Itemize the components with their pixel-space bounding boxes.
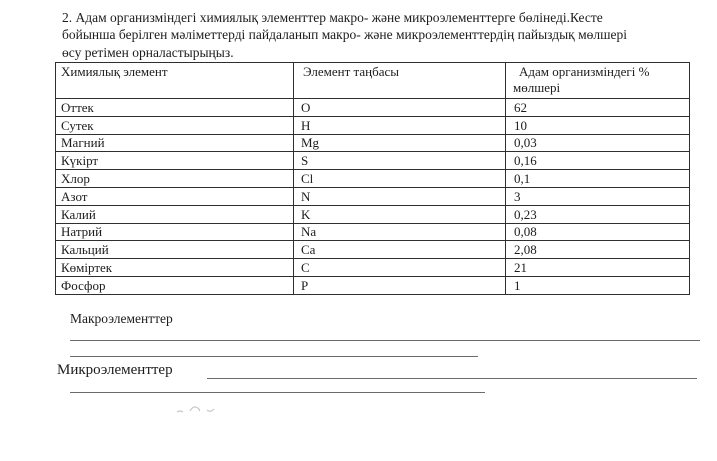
table-row bbox=[56, 187, 690, 205]
header-row bbox=[56, 63, 690, 99]
question-text bbox=[62, 9, 698, 61]
smudge-artifact bbox=[175, 404, 223, 418]
question-line-3: өсу ретімен орналастырыңыз. bbox=[62, 44, 234, 60]
col-header-percent: Адам организміндегі % мөлшері bbox=[506, 63, 690, 99]
element-percent-cell: 0,16 bbox=[506, 152, 690, 170]
table-row bbox=[56, 223, 690, 241]
element-symbol-cell: Na bbox=[294, 223, 506, 241]
table-row bbox=[56, 241, 690, 259]
element-name-cell: Хлор bbox=[56, 170, 294, 188]
element-name-cell: Калий bbox=[56, 205, 294, 223]
element-percent-cell: 0,08 bbox=[506, 223, 690, 241]
table-row bbox=[56, 205, 690, 223]
element-name-cell: Көміртек bbox=[56, 259, 294, 277]
elements-table-body bbox=[56, 99, 690, 295]
table-row bbox=[56, 116, 690, 134]
table-row bbox=[56, 170, 690, 188]
col-header-element: Химиялық элемент bbox=[56, 63, 294, 99]
element-percent-cell: 10 bbox=[506, 116, 690, 134]
element-name-cell: Азот bbox=[56, 187, 294, 205]
elements-table-header bbox=[56, 63, 690, 99]
element-percent-cell: 2,08 bbox=[506, 241, 690, 259]
element-symbol-cell: Ca bbox=[294, 241, 506, 259]
element-percent-cell: 0,03 bbox=[506, 134, 690, 152]
element-name-cell: Оттек bbox=[56, 99, 294, 117]
element-name-cell: Сутек bbox=[56, 116, 294, 134]
question-line-1: 2. Адам организміндегі химиялық элементтер макро- және микроэлементтерге бөлінеді.Кесте bbox=[62, 10, 603, 25]
element-symbol-cell: H bbox=[294, 116, 506, 134]
table-row bbox=[56, 276, 690, 294]
element-percent-cell: 1 bbox=[506, 276, 690, 294]
macro-elements-label: Макроэлементтер bbox=[70, 311, 173, 326]
table-row bbox=[56, 259, 690, 277]
element-percent-cell: 62 bbox=[506, 99, 690, 117]
element-symbol-cell: C bbox=[294, 259, 506, 277]
macro-answer-blank-line-1 bbox=[70, 340, 700, 341]
element-symbol-cell: N bbox=[294, 187, 506, 205]
elements-table bbox=[55, 62, 690, 295]
table-row bbox=[56, 134, 690, 152]
table-row bbox=[56, 99, 690, 117]
micro-answer-blank-line-2 bbox=[70, 392, 485, 393]
element-name-cell: Натрий bbox=[56, 223, 294, 241]
element-percent-cell: 0,23 bbox=[506, 205, 690, 223]
table-row bbox=[56, 152, 690, 170]
element-name-cell: Кальций bbox=[56, 241, 294, 259]
element-name-cell: Магний bbox=[56, 134, 294, 152]
element-name-cell: Күкірт bbox=[56, 152, 294, 170]
question-line-2: бойынша берілген мәліметтерді пайдаланып макро- және микроэлементтердің пайыздық мөлшері bbox=[62, 27, 628, 43]
element-percent-cell: 21 bbox=[506, 259, 690, 277]
element-symbol-cell: Cl bbox=[294, 170, 506, 188]
element-symbol-cell: P bbox=[294, 276, 506, 294]
element-symbol-cell: S bbox=[294, 152, 506, 170]
element-name-cell: Фосфор bbox=[56, 276, 294, 294]
element-symbol-cell: Mg bbox=[294, 134, 506, 152]
element-symbol-cell: O bbox=[294, 99, 506, 117]
macro-answer-blank-line-2 bbox=[70, 356, 478, 357]
element-symbol-cell: K bbox=[294, 205, 506, 223]
element-percent-cell: 3 bbox=[506, 187, 690, 205]
col-header-symbol: Элемент таңбасы bbox=[294, 63, 506, 99]
micro-answer-blank-line-1 bbox=[207, 378, 697, 379]
micro-elements-label: Микроэлементтер bbox=[57, 362, 173, 378]
element-percent-cell: 0,1 bbox=[506, 170, 690, 188]
